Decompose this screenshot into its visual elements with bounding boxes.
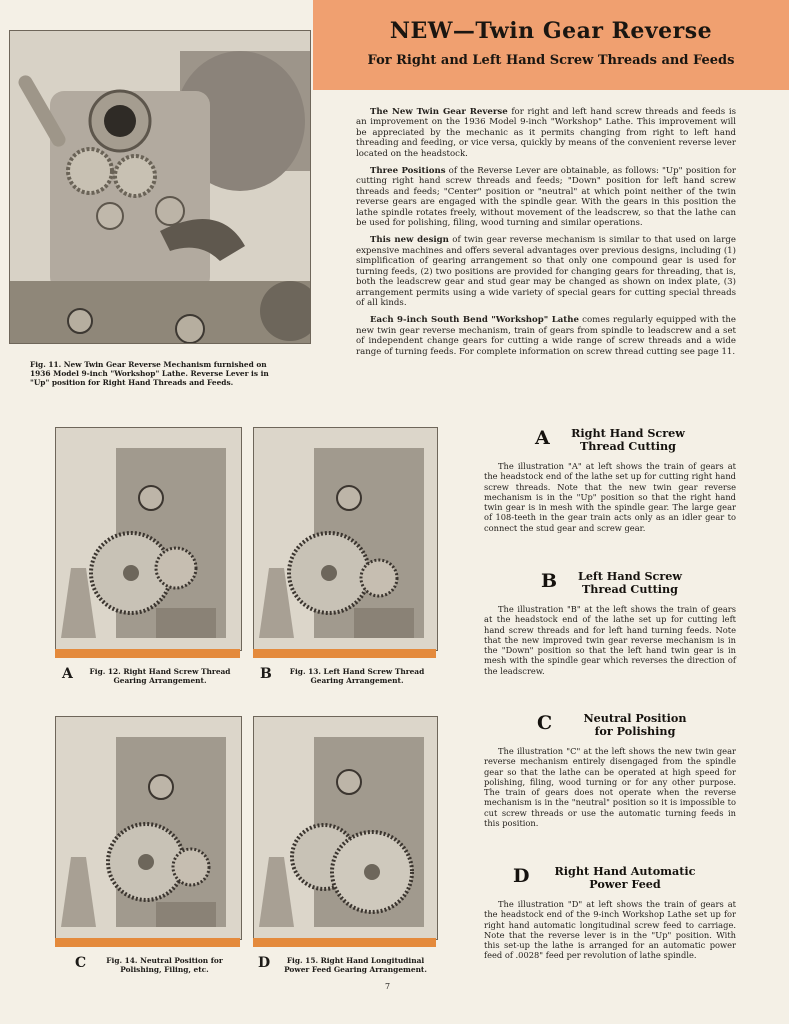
fig13-letter: B <box>260 666 272 682</box>
fig13-strip <box>253 649 436 658</box>
section-c-title: Neutral Position for Polishing <box>583 711 687 738</box>
page-subtitle: For Right and Left Hand Screw Threads and Feeds <box>367 53 735 68</box>
fig14-caption: Fig. 14. Neutral Position for Polishing, Filing, etc. <box>106 956 223 974</box>
section-a-text: The illustration "A" at left shows the train of gears at the headstock end of the lathe set up for cutting right hand screw threads. Note that the new twin gear reverse mechanism is in the "Up" position so that the right hand twin gear is in mesh with the spindle gear. The large gear of 108-teeth in the gear train acts only as an idler gear to connect the stud gear and screw gear. <box>484 461 736 533</box>
section-c-letter: C <box>537 712 553 734</box>
section-a-letter: A <box>535 427 550 449</box>
section-d-title: Right Hand Automatic Power Feed <box>554 864 696 891</box>
intro-paragraph-4: Each 9-inch South Bend "Workshop" Lathe comes regularly equipped with the new twin gear reverse mechanism, train of gears from spindle to leadscrew and a set of independent change gears for cutting a wide range of screw threads and a wide range of turning feeds. For complete information on screw thread cutting see page 11. <box>356 315 736 357</box>
intro-text <box>356 107 736 364</box>
fig13-caption: Fig. 13. Left Hand Screw Thread Gearing Arrangement. <box>289 667 425 685</box>
fig12-caption: Fig. 12. Right Hand Screw Thread Gearing Arrangement. <box>89 667 231 685</box>
fig12-letter: A <box>62 666 73 682</box>
fig11-caption: Fig. 11. New Twin Gear Reverse Mechanism furnished on 1936 Model 9-inch "Workshop" Lathe. Reverse Lever is in "Up" position for Right Hand Threads and Feeds. <box>30 360 269 387</box>
section-d-letter: D <box>513 865 530 887</box>
intro-paragraph-3: This new design of twin gear reverse mechanism is similar to that used on large expensive machines and offers several advantages over previous designs, including (1) simplification of gearing arrangement so that only one compound gear is used for turning feeds, (2) two positions are provided for changing gears for threading, that is, both the leadscrew gear and stud gear may be changed as shown on index plate, (3) arrangement permits using a wide variety of special gears for cutting special threads of all kinds. <box>356 235 736 308</box>
page-title: NEW—Twin Gear Reverse <box>389 18 713 44</box>
section-a-title: Right Hand Screw Thread Cutting <box>571 426 685 453</box>
section-b-letter: B <box>541 570 558 592</box>
header-band <box>313 0 789 90</box>
fig14-photo <box>55 716 242 940</box>
intro-paragraph-2: Three Positions of the Reverse Lever are obtainable, as follows: "Up" position for cutting right hand screw threads and feeds; "Down" position for left hand screw threads and feeds; "Center" position or "neutral" at which point neither of the twin reverse gears are engaged with the spindle gear. With the gears in this position the lathe spindle rotates freely, without movement of the leadscrew, so that the lathe can be used for polishing, filing, wood turning and similar operations. <box>356 166 736 229</box>
fig11-photo <box>9 30 311 344</box>
section-c-text: The illustration "C" at the left shows the new twin gear reverse mechanism entirely disengaged from the spindle gear so that the lathe can be operated at high speed for polishing, filing, wood turning or for any other purpose. The train of gears does not operate when the reverse mechanism is in the "neutral" position so it is impossible to cut screw threads or use the automatic turning feeds in this position. <box>484 746 736 829</box>
section-b-title: Left Hand Screw Thread Cutting <box>577 569 683 596</box>
fig15-letter: D <box>258 955 271 971</box>
fig12-strip <box>55 649 240 658</box>
fig15-photo <box>253 716 438 940</box>
page-number: 7 <box>385 982 391 991</box>
fig15-caption: Fig. 15. Right Hand Longitudinal Power Feed Gearing Arrangement. <box>284 956 427 974</box>
fig14-letter: C <box>75 955 87 971</box>
fig13-photo <box>253 427 438 651</box>
fig15-strip <box>253 938 436 947</box>
fig12-photo <box>55 427 242 651</box>
section-d-text: The illustration "D" at left shows the train of gears at the headstock end of the 9-inch Workshop Lathe set up for right hand automatic longitudinal screw feed to carriage. Note that the reverse lever is in the "Up" position. With this set-up the lathe is arranged for an automatic power feed of .0028" feed per revolution of lathe spindle. <box>484 899 736 961</box>
fig14-strip <box>55 938 240 947</box>
intro-paragraph-1: The New Twin Gear Reverse for right and left hand screw threads and feeds is an improvement on the 1936 Model 9-inch "Workshop" Lathe. This improvement will be appreciated by the mechanic as it permits changing from right to left hand threading and feeding, or vice versa, quickly by means of the convenient reverse lever located on the headstock. <box>356 107 736 159</box>
section-b-text: The illustration "B" at the left shows the train of gears at the headstock end of the lathe set up for cutting left hand screw threads and for left hand turning feeds. Note that the new improved twin gear reverse mechanism is in the "Down" position so that the left hand twin gear is in mesh with the spindle gear which reverses the direction of the leadscrew. <box>484 604 736 676</box>
